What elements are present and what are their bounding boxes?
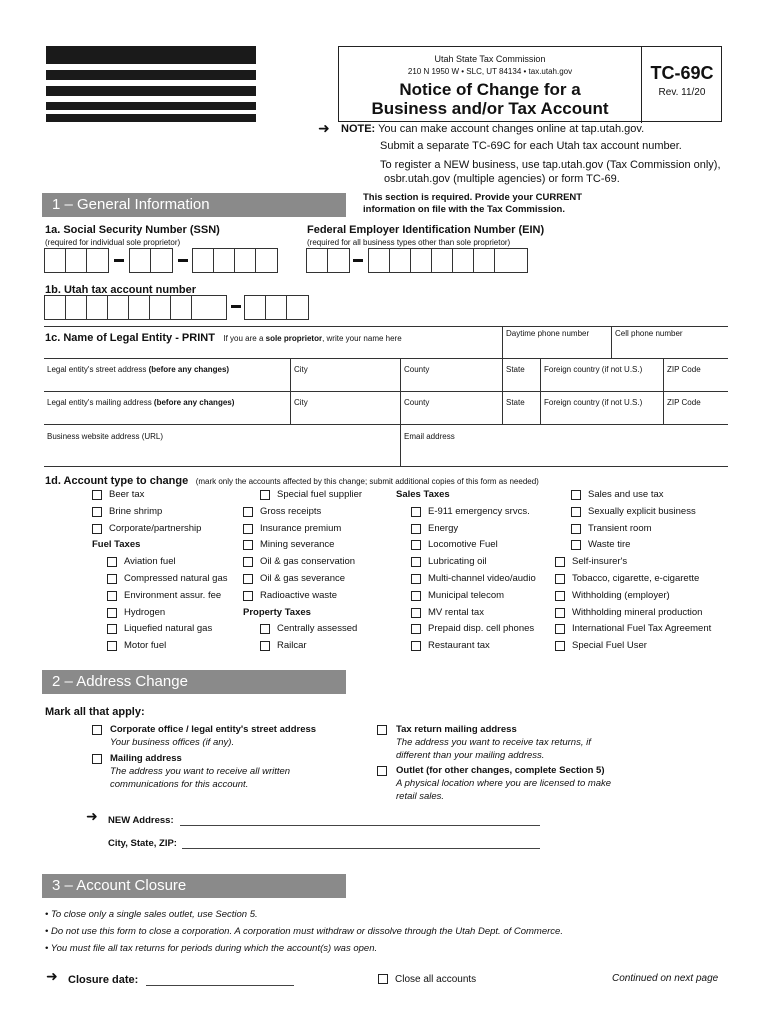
divider [400,391,401,424]
label-fuel-2: Environment assur. fee [124,589,222,601]
state-label: State [506,365,525,374]
divider [502,358,503,391]
checkbox-fuel-4[interactable] [107,624,117,634]
zip-label: ZIP Code [667,398,701,407]
checkbox-sales-1[interactable] [411,524,421,534]
checkbox-sales-8[interactable] [411,641,421,651]
closure-bullet2: • Do not use this form to close a corporation. A corporation must withdraw or dissolve through the Utah Dept. of Commerce. [45,926,563,937]
form-header [338,46,722,122]
section1-required-note: This section is required. Provide your CURRENT information on file with the Tax Commission. [363,192,583,215]
city-label: City [294,398,308,407]
city-state-zip-line[interactable] [182,848,540,849]
checkbox-col4a-0[interactable] [571,490,581,500]
section1-header: 1 – General Information [42,193,346,217]
label-col1-1: Brine shrimp [109,505,163,517]
checkbox-outlet[interactable] [377,766,387,776]
county-label: County [404,398,430,407]
checkbox-col1-1[interactable] [92,507,102,517]
label-property-1: Railcar [277,640,307,652]
label-col4b-3: Withholding mineral production [572,606,703,618]
label-col2-4: Oil & gas conservation [260,556,356,568]
checkbox-sales-7[interactable] [411,624,421,634]
divider [400,424,401,466]
divider [502,391,503,424]
note-line1: NOTE: You can make account changes online at tap.utah.gov. [341,123,645,135]
utah-acct-part2[interactable] [244,295,309,320]
checkbox-col4b-5[interactable] [555,641,565,651]
label-col4b-1: Tobacco, cigarette, e-cigarette [572,573,700,584]
label-fuel-4: Liquefied natural gas [124,623,213,635]
opt3-title: Tax return mailing address [396,724,517,735]
opt4-desc1: A physical location where you are licensed to make [396,778,612,789]
label-fuel-1: Compressed natural gas [124,573,228,584]
dash [178,259,188,262]
continued-note: Continued on next page [612,973,719,984]
divider [502,326,503,358]
divider [44,391,728,392]
opt4-desc2: retail sales. [396,791,445,802]
label-col4a-3: Waste tire [588,539,631,551]
checkbox-fuel-0[interactable] [107,557,117,567]
cell-phone-label: Cell phone number [615,329,683,338]
sales-taxes-heading: Sales Taxes [396,489,450,500]
divider [44,466,728,467]
label-sales-3: Lubricating oil [428,556,487,568]
checkbox-col4a-1[interactable] [571,507,581,517]
label-sales-8: Restaurant tax [428,640,490,652]
opt2-desc1: The address you want to receive all written [110,766,291,777]
checkbox-fuel-1[interactable] [107,574,117,584]
form-title-line1: Notice of Change for a [399,80,581,99]
opt1-desc: Your business offices (if any). [110,737,235,748]
checkbox-col4b-4[interactable] [555,624,565,634]
label-col4b-0: Self-insurer's [572,556,628,568]
checkbox-sales-5[interactable] [411,591,421,601]
opt2-title: Mailing address [110,753,182,764]
agency-name: Utah State Tax Commission [434,54,546,64]
divider [663,391,664,424]
opt3-desc1: The address you want to receive tax returns, if [396,737,591,748]
checkbox-sales-6[interactable] [411,608,421,618]
opt3-desc2: different than your mailing address. [396,750,545,761]
divider [540,391,541,424]
checkbox-fuel-5[interactable] [107,641,117,651]
dash [114,259,124,262]
opt2-desc2: communications for this account. [110,779,249,790]
checkbox-fuel-2[interactable] [107,591,117,601]
ein-sublabel: (required for all business types other than sole proprietor) [307,238,511,247]
checkbox-col4a-3[interactable] [571,540,581,550]
ssn-part3[interactable] [192,248,278,273]
divider [663,358,664,391]
section2-header: 2 – Address Change [42,670,346,694]
barcode-bar [46,114,256,122]
label-sales-1: Energy [428,522,459,534]
arrow-right-icon: ➜ [46,968,58,984]
label-col4b-4: International Fuel Tax Agreement [572,623,712,635]
mailing-address-label: Legal entity's mailing address (before any changes) [47,398,235,407]
checkbox-col4b-1[interactable] [555,574,565,584]
close-all-label: Close all accounts [395,974,477,985]
street-address-label: Legal entity's street address (before any changes) [47,365,230,374]
label-col2-2: Insurance premium [260,522,342,534]
label-col2-0: Special fuel supplier [277,489,363,500]
label-sales-5: Municipal telecom [428,589,505,601]
form-revision: Rev. 11/20 [658,87,706,98]
label-fuel-3: Hydrogen [124,606,166,618]
barcode-bar [46,46,256,64]
checkbox-property-0[interactable] [260,624,270,634]
foreign-country-label: Foreign country (if not U.S.) [544,398,643,407]
divider [44,424,728,425]
checkbox-col4b-2[interactable] [555,591,565,601]
label-col2-1: Gross receipts [260,505,322,517]
label-col4a-2: Transient room [588,522,652,534]
label-sales-7: Prepaid disp. cell phones [428,623,535,635]
ssn-sublabel: (required for individual sole proprietor) [45,238,181,247]
checkbox-col2-5[interactable] [243,574,253,584]
label-sales-6: MV rental tax [428,606,484,618]
checkbox-col4b-3[interactable] [555,608,565,618]
ssn-part1[interactable] [44,248,109,273]
divider [44,326,728,327]
label-col2-3: Mining severance [260,539,335,551]
foreign-country-label: Foreign country (if not U.S.) [544,365,643,374]
checkbox-col2-2[interactable] [243,524,253,534]
checkbox-col1-0[interactable] [92,490,102,500]
label-fuel-0: Aviation fuel [124,556,176,568]
checkbox-col2-0[interactable] [260,490,270,500]
dash [353,259,363,262]
city-state-zip-label: City, State, ZIP: [108,838,177,849]
county-label: County [404,365,430,374]
checkbox-sales-0[interactable] [411,507,421,517]
closure-bullet3: • You must file all tax returns for periods during which the account(s) was open. [45,943,378,954]
note-line4: osbr.utah.gov (multiple agencies) or form TC-69. [384,173,620,185]
label-col2-5: Oil & gas severance [260,573,346,584]
ssn-label: 1a. Social Security Number (SSN) [45,224,220,236]
label-sales-4: Multi-channel video/audio [428,573,536,584]
closure-date-line[interactable] [146,985,294,986]
barcode-bar [46,70,256,80]
checkbox-corporate-office[interactable] [92,725,102,735]
dash [231,305,241,308]
label-col4a-0: Sales and use tax [588,489,664,500]
label-col4b-2: Withholding (employer) [572,589,670,601]
daytime-phone-label: Daytime phone number [506,329,590,338]
opt4-title: Outlet (for other changes, complete Section 5) [396,765,605,776]
new-address-line[interactable] [180,825,540,826]
mark-all-label: Mark all that apply: [45,706,145,718]
checkbox-col2-1[interactable] [243,507,253,517]
checkbox-close-all[interactable] [378,974,388,984]
label-sales-2: Locomotive Fuel [428,539,498,551]
ein-part2[interactable] [368,248,528,273]
checkbox-col4a-2[interactable] [571,524,581,534]
label-col2-6: Radioactive waste [260,589,338,601]
checkbox-col4b-0[interactable] [555,557,565,567]
arrow-right-icon: ➜ [318,120,330,136]
form-title-line2: Business and/or Tax Account [371,99,609,118]
utah-acct-label: 1b. Utah tax account number [45,284,196,296]
opt1-title: Corporate office / legal entity's street address [110,724,317,735]
divider [611,326,612,358]
state-label: State [506,398,525,407]
divider [290,358,291,391]
form-number: TC-69C [650,63,714,83]
checkbox-tax-return-mailing[interactable] [377,725,387,735]
closure-date-label: Closure date: [68,974,139,986]
agency-address: 210 N 1950 W • SLC, UT 84134 • tax.utah.gov [407,67,573,76]
checkbox-col1-2[interactable] [92,524,102,534]
label-fuel-5: Motor fuel [124,640,167,652]
divider [44,358,728,359]
barcode-bar [46,102,256,110]
checkbox-sales-2[interactable] [411,540,421,550]
ein-label: Federal Employer Identification Number (EIN) [307,224,545,236]
utah-acct-part1[interactable] [44,295,227,320]
property-taxes-heading: Property Taxes [243,606,311,618]
checkbox-col2-6[interactable] [243,591,253,601]
divider [400,358,401,391]
label-col1-0: Beer tax [109,489,145,500]
divider [540,358,541,391]
checkbox-sales-3[interactable] [411,557,421,567]
ssn-part2[interactable] [129,248,173,273]
entity-name-input[interactable] [44,340,500,358]
email-label: Email address [404,432,455,441]
barcode-bar [46,86,256,96]
closure-bullet1: • To close only a single sales outlet, use Section 5. [45,909,258,920]
zip-label: ZIP Code [667,365,701,374]
label-property-0: Centrally assessed [277,623,358,635]
note-line3: To register a NEW business, use tap.utah.gov (Tax Commission only), [380,159,721,171]
account-type-label: 1d. Account type to change (mark only the accounts affected by this change; submit additional copies of this form as needed) [45,475,539,487]
label-col4a-1: Sexually explicit business [588,505,696,517]
checkbox-col2-3[interactable] [243,540,253,550]
checkbox-col2-4[interactable] [243,557,253,567]
city-label: City [294,365,308,374]
checkbox-mailing-address[interactable] [92,754,102,764]
arrow-right-icon: ➜ [86,808,98,824]
checkbox-fuel-3[interactable] [107,608,117,618]
website-label: Business website address (URL) [47,432,164,441]
label-col1-2: Corporate/partnership [109,522,202,534]
divider [290,391,291,424]
section3-header: 3 – Account Closure [42,874,346,898]
new-address-label: NEW Address: [108,815,174,826]
note-line2: Submit a separate TC-69C for each Utah tax account number. [380,140,682,152]
label-sales-0: E-911 emergency srvcs. [428,505,530,517]
entity-name-label: 1c. Name of Legal Entity - PRINT If you are a sole proprietor, write your name here [45,332,402,344]
checkbox-property-1[interactable] [260,641,270,651]
label-col4b-5: Special Fuel User [572,640,647,652]
checkbox-sales-4[interactable] [411,574,421,584]
ein-part1[interactable] [306,248,350,273]
fuel-taxes-heading: Fuel Taxes [92,539,141,551]
